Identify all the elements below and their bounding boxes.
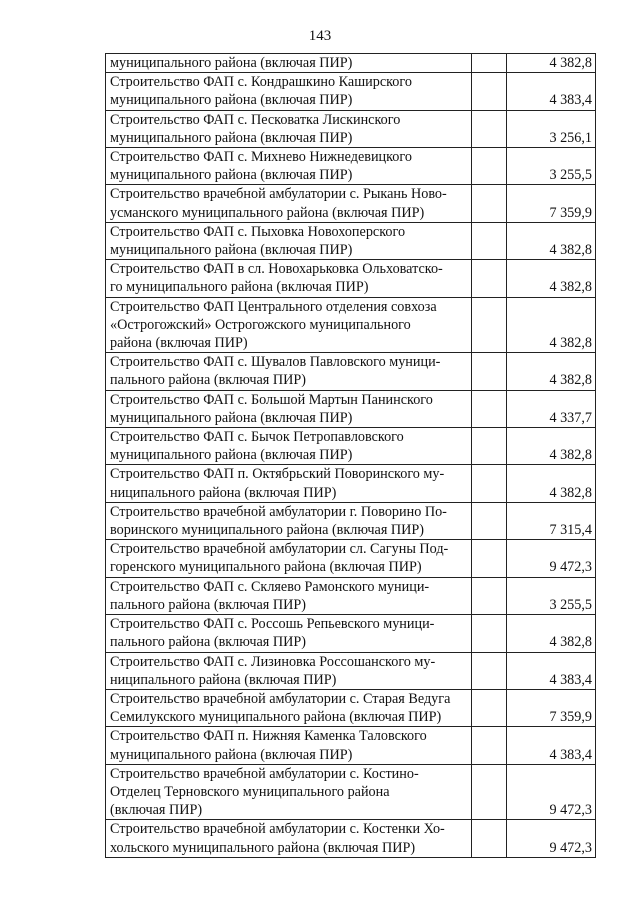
amount-cell: 4 382,8 [507, 260, 596, 297]
item-name-cell [106, 54, 472, 73]
empty-cell [472, 260, 507, 297]
table-body [106, 54, 596, 858]
table-row [106, 297, 596, 353]
amount-cell: 4 337,7 [507, 390, 596, 427]
empty-cell [472, 297, 507, 353]
table-row [106, 727, 596, 764]
amount-cell: 4 383,4 [507, 652, 596, 689]
amount-cell: 4 382,8 [507, 297, 596, 353]
item-name-line: ниципального района (включая ПИР) [110, 484, 337, 501]
item-name-line: Строительство врачебной амбулатории с. Костино- [110, 765, 419, 782]
item-name-line: Строительство ФАП п. Октябрьский Поворинского му- [110, 466, 445, 483]
table-row [106, 540, 596, 577]
table-row [106, 260, 596, 297]
item-name-line: Строительство ФАП с. Пыховка Новохоперского [110, 223, 406, 240]
item-name-cell [106, 689, 472, 726]
item-name-line: Строительство ФАП с. Кондрашкино Каширского [110, 74, 412, 91]
empty-cell [472, 353, 507, 390]
table-row [106, 764, 596, 820]
item-name-line: усманского муниципального района (включая ПИР) [110, 204, 425, 221]
amount-cell: 9 472,3 [507, 540, 596, 577]
item-name-line: Строительство врачебной амбулатории с. Старая Ведуга [110, 690, 451, 707]
amount-cell: 7 359,9 [507, 689, 596, 726]
item-name-line: пального района (включая ПИР) [110, 634, 306, 651]
item-name-line: района (включая ПИР) [110, 335, 248, 352]
item-name-line: Строительство ФАП п. Нижняя Каменка Таловского [110, 728, 427, 745]
empty-cell [472, 577, 507, 614]
item-name-line: Строительство ФАП с. Россошь Репьевского муници- [110, 616, 435, 633]
item-name-line: Отделец Терновского муниципального района [110, 783, 390, 800]
item-name-line: Строительство ФАП Центрального отделения совхоза [110, 298, 437, 315]
empty-cell [472, 110, 507, 147]
table-row [106, 428, 596, 465]
item-name-cell [106, 820, 472, 857]
table-row [106, 577, 596, 614]
table-row [106, 615, 596, 652]
amount-cell: 4 383,4 [507, 73, 596, 110]
item-name-line: хольского муниципального района (включая ПИР) [110, 839, 416, 856]
amount-cell: 4 382,8 [507, 465, 596, 502]
amount-cell: 4 383,4 [507, 727, 596, 764]
item-name-line: Строительство ФАП с. Бычок Петропавловского [110, 429, 404, 446]
page-number: 143 [308, 28, 332, 44]
item-name-line: Строительство ФАП в сл. Новохарьковка Ольховатско- [110, 261, 443, 278]
item-name-cell [106, 428, 472, 465]
item-name-cell [106, 502, 472, 539]
item-name-cell [106, 353, 472, 390]
table-row [106, 502, 596, 539]
table-row [106, 689, 596, 726]
item-name-line: Строительство ФАП с. Большой Мартын Панинского [110, 391, 433, 408]
item-name-line: муниципального района (включая ПИР) [110, 167, 353, 184]
table-row [106, 185, 596, 222]
empty-cell [472, 540, 507, 577]
empty-cell [472, 727, 507, 764]
item-name-line: пального района (включая ПИР) [110, 372, 306, 389]
empty-cell [472, 615, 507, 652]
item-name-cell [106, 465, 472, 502]
item-name-line: Строительство ФАП с. Михнево Нижнедевицкого [110, 149, 412, 166]
item-name-line: Строительство ФАП с. Лизиновка Россошанского му- [110, 653, 436, 670]
amount-cell: 4 382,8 [507, 353, 596, 390]
amount-cell: 9 472,3 [507, 820, 596, 857]
item-name-line: пального района (включая ПИР) [110, 596, 306, 613]
item-name-line: Строительство ФАП с. Шувалов Павловского муници- [110, 354, 441, 371]
item-name-line: воринского муниципального района (включая ПИР) [110, 522, 425, 539]
empty-cell [472, 222, 507, 259]
empty-cell [472, 73, 507, 110]
item-name-line: муниципального района (включая ПИР) [110, 746, 353, 763]
item-name-cell [106, 148, 472, 185]
empty-cell [472, 148, 507, 185]
table-row [106, 222, 596, 259]
item-name-line: Строительство врачебной амбулатории с. Рыкань Ново- [110, 186, 447, 203]
empty-cell [472, 54, 507, 73]
table-row [106, 465, 596, 502]
table-row [106, 110, 596, 147]
item-name-line: муниципального района (включая ПИР) [110, 92, 353, 109]
item-name-cell [106, 540, 472, 577]
item-name-line: муниципального района (включая ПИР) [110, 242, 353, 259]
item-name-line: Строительство ФАП с. Скляево Рамонского муници- [110, 578, 430, 595]
item-name-line: муниципального района (включая ПИР) [110, 129, 353, 146]
empty-cell [472, 689, 507, 726]
item-name-line: «Острогожский» Острогожского муниципального [110, 316, 411, 333]
item-name-line: Строительство врачебной амбулатории с. Костенки Хо- [110, 821, 445, 838]
item-name-cell [106, 727, 472, 764]
item-name-cell [106, 222, 472, 259]
table-row [106, 54, 596, 73]
amount-cell: 3 255,5 [507, 148, 596, 185]
item-name-line: муниципального района (включая ПИР) [110, 447, 353, 464]
item-name-line: (включая ПИР) [110, 802, 203, 819]
empty-cell [472, 465, 507, 502]
item-name-cell [106, 73, 472, 110]
amount-cell: 3 255,5 [507, 577, 596, 614]
item-name-line: Строительство врачебной амбулатории г. Поворино По- [110, 503, 447, 520]
item-name-cell [106, 615, 472, 652]
table-row [106, 652, 596, 689]
amount-cell: 4 382,8 [507, 428, 596, 465]
empty-cell [472, 652, 507, 689]
item-name-line: го муниципального района (включая ПИР) [110, 279, 369, 296]
item-name-cell [106, 764, 472, 820]
amount-cell: 7 359,9 [507, 185, 596, 222]
empty-cell [472, 185, 507, 222]
amount-cell: 3 256,1 [507, 110, 596, 147]
table-row [106, 820, 596, 857]
item-name-line: Строительство врачебной амбулатории сл. Сагуны Под- [110, 541, 449, 558]
item-name-line: Семилукского муниципального района (включая ПИР) [110, 709, 442, 726]
item-name-cell [106, 652, 472, 689]
amount-cell: 4 382,8 [507, 615, 596, 652]
item-name-line: горенского муниципального района (включая ПИР) [110, 559, 422, 576]
item-name-line: муниципального района (включая ПИР) [110, 55, 353, 71]
item-name-cell [106, 390, 472, 427]
table-row [106, 148, 596, 185]
amount-cell: 4 382,8 [507, 54, 596, 73]
item-name-cell [106, 185, 472, 222]
item-name-cell [106, 110, 472, 147]
item-name-line: Строительство ФАП с. Песковатка Лискинского [110, 111, 401, 128]
empty-cell [472, 502, 507, 539]
table-row [106, 353, 596, 390]
amount-cell: 9 472,3 [507, 764, 596, 820]
item-name-cell [106, 577, 472, 614]
item-name-line: муниципального района (включая ПИР) [110, 409, 353, 426]
table-row [106, 390, 596, 427]
amount-cell: 4 382,8 [507, 222, 596, 259]
item-name-cell [106, 297, 472, 353]
empty-cell [472, 390, 507, 427]
empty-cell [472, 820, 507, 857]
amount-cell: 7 315,4 [507, 502, 596, 539]
construction-table [105, 53, 596, 858]
item-name-cell [106, 260, 472, 297]
table-row [106, 73, 596, 110]
empty-cell [472, 764, 507, 820]
item-name-line: ниципального района (включая ПИР) [110, 671, 337, 688]
empty-cell [472, 428, 507, 465]
